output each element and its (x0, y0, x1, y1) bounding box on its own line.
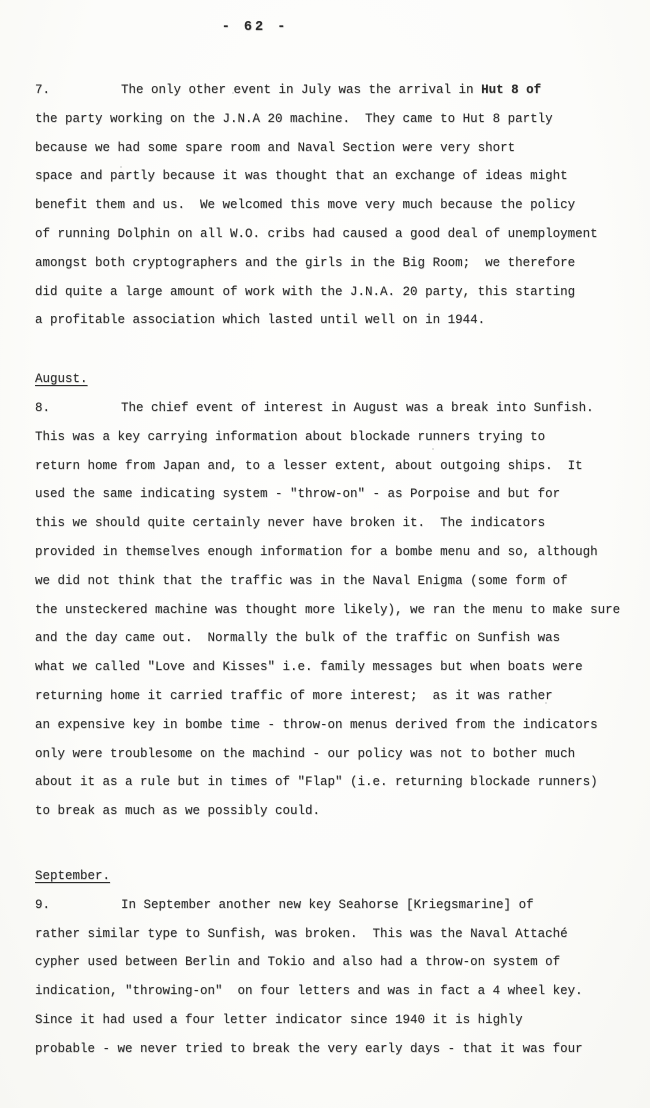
text-line: amongst both cryptographers and the girls in the Big Room; we therefore (35, 255, 576, 270)
paragraph-number: 7. (35, 83, 51, 97)
text-line: we did not think that the traffic was in the Naval Enigma (some form of (35, 573, 568, 588)
text-line: about it as a rule but in times of "Flap" (i.e. returning blockade runners) (35, 775, 598, 790)
text-line: Since it had used a four letter indicator since 1940 it is highly (35, 1012, 523, 1027)
text-line (35, 76, 635, 105)
paragraph-8 (35, 394, 635, 826)
text-line: rather similar type to Sunfish, was broken. This was the Naval Attaché (35, 926, 568, 941)
paragraph-number: 9. (35, 897, 51, 912)
text-line: benefit them and us. We welcomed this move very much because the policy (35, 198, 576, 213)
text-line: the party working on the J.N.A 20 machine. They came to Hut 8 partly (35, 111, 553, 126)
text-line: only were troublesome on the machind - our policy was not to bother much (35, 746, 576, 761)
text-segment: The only other event in July was the arrival in (121, 83, 482, 97)
text-line: This was a key carrying information about blockade runners trying to (35, 429, 546, 444)
scan-speck (232, 92, 234, 94)
text-line: did quite a large amount of work with the J.N.A. 20 party, this starting (35, 284, 576, 299)
text-line: cypher used between Berlin and Tokio and also had a throw-on system of (35, 955, 561, 970)
text-line: to break as much as we possibly could. (35, 804, 321, 819)
scan-speck (432, 448, 434, 450)
document-body (35, 76, 635, 1064)
text-line: and the day came out. Normally the bulk of the traffic on Sunfish was (35, 631, 561, 646)
text-segment: In September another new key Seahorse [Kriegsmarine] of (121, 897, 534, 912)
text-line: used the same indicating system - "throw-on" - as Porpoise and but for (35, 487, 561, 502)
text-segment-bold: Hut 8 of (481, 83, 542, 97)
text-line: what we called "Love and Kisses" i.e. family messages but when boats were (35, 660, 583, 675)
text-line (35, 394, 635, 423)
scan-speck (500, 1013, 502, 1015)
paragraph-number: 8. (35, 400, 51, 415)
text-line: a profitable association which lasted until well on in 1944. (35, 313, 486, 328)
text-line: probable - we never tried to break the very early days - that it was four (35, 1041, 583, 1056)
text-line: because we had some spare room and Naval Section were very short (35, 140, 516, 155)
text-line: provided in themselves enough information for a bombe menu and so, although (35, 544, 598, 559)
text-line: indication, "throwing-on" on four letters and was in fact a 4 wheel key. (35, 984, 583, 999)
text-line: return home from Japan and, to a lesser extent, about outgoing ships. It (35, 458, 583, 473)
text-line: this we should quite certainly never have broken it. The indicators (35, 516, 546, 531)
text-line: the unsteckered machine was thought more likely), we ran the menu to make sure (35, 602, 621, 617)
text-line: an expensive key in bombe time - throw-on menus derived from the indicators (35, 717, 598, 732)
scan-speck (120, 166, 122, 168)
scan-speck (545, 702, 547, 704)
text-line: of running Dolphin on all W.O. cribs had caused a good deal of unemployment (35, 226, 598, 241)
paragraph-7 (35, 76, 635, 335)
page-number: - 62 - (221, 20, 289, 35)
text-line: space and partly because it was thought that an exchange of ideas might (35, 169, 568, 184)
text-segment: The chief event of interest in August was a break into Sunfish. (121, 400, 594, 415)
text-line: returning home it carried traffic of more interest; as it was rather (35, 688, 553, 703)
text-line (35, 891, 635, 920)
paragraph-9 (35, 891, 635, 1064)
section-heading-september: September. (35, 868, 111, 883)
section-heading-august: August. (35, 372, 88, 387)
